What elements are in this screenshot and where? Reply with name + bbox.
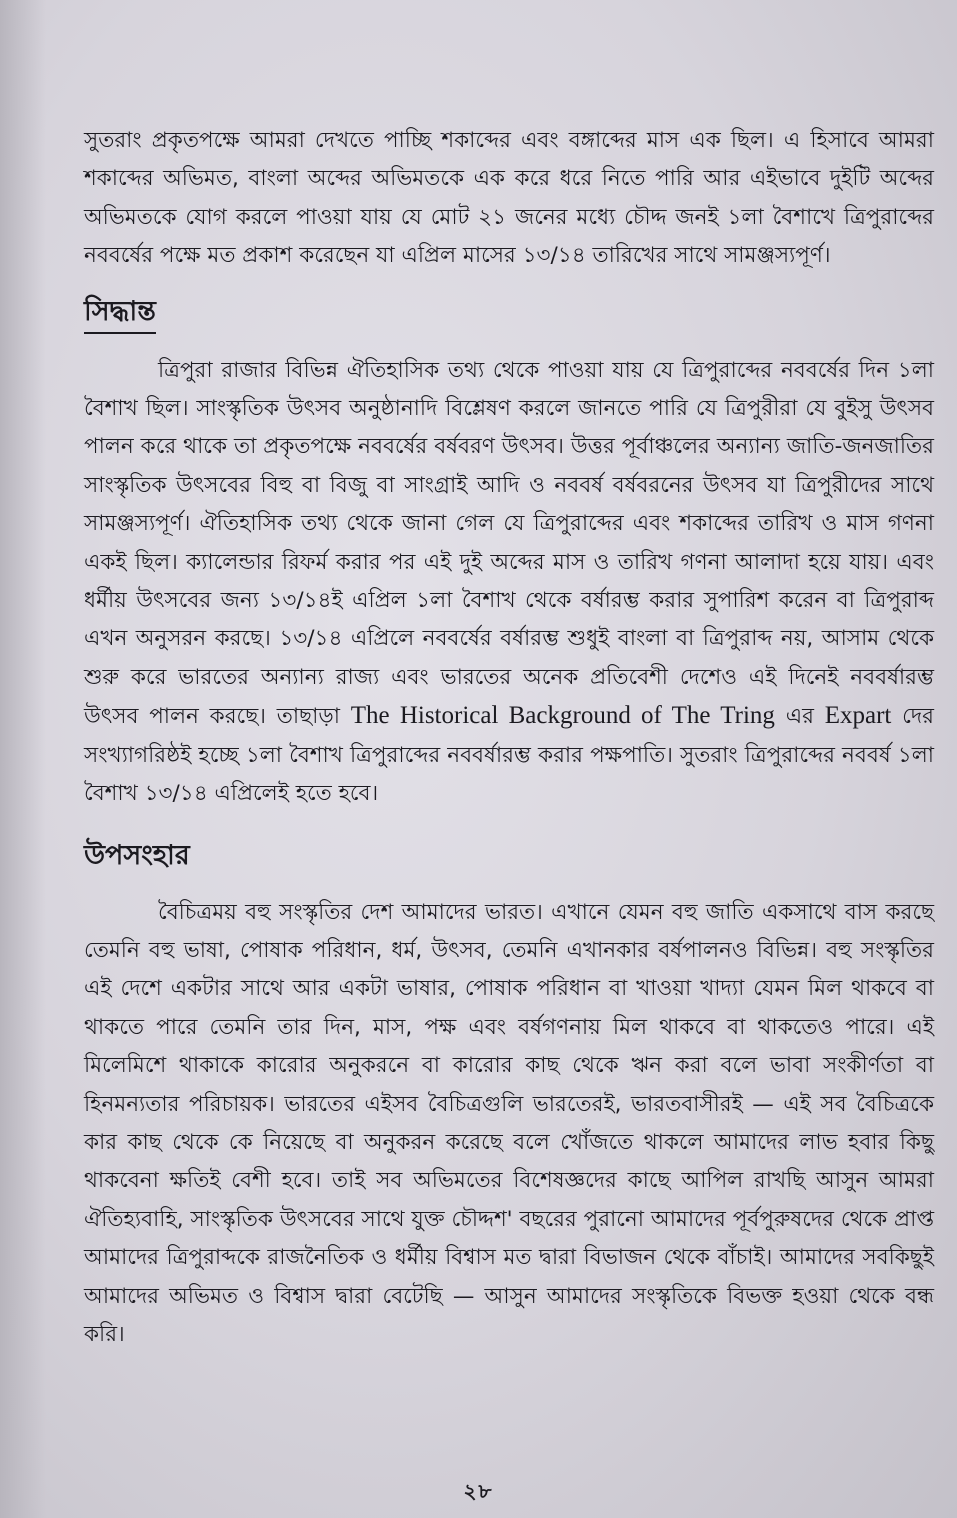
page-number: ২৮ [463, 1479, 494, 1503]
conclusion-heading: সিদ্ধান্ত [84, 292, 156, 334]
page-content [84, 122, 934, 1376]
epilogue-heading: উপসংহার [84, 839, 190, 871]
conclusion-heading-wrap [84, 292, 934, 342]
epilogue-paragraph: বৈচিত্রময় বহু সংস্কৃতির দেশ আমাদের ভারত। এখানে যেমন বহু জাতি একসাথে বাস করছে তেমনি বহু ভাষা, পোষাক পরিধান, ধর্ম, উৎসব, তেমনি এখানকার বর্ষপালনও বিভিন্ন। বহু সংস্কৃতির এই দেশে একটার সাথে আর একটা ভাষার, পোষাক পরিধান বা খাওয়া খাদ্যা যেমন মিল থাকবে বা থাকতে পারে তেমনি তার দিন, মাস, পক্ষ এবং বর্ষগণনায় মিল থাকবে বা থাকতেও পারে। এই মিলেমিশে থাকাকে কারোর অনুকরনে বা কারোর কাছ থেকে ঋন করা বলে ভাবা সংকীর্ণতা বা হিনমন্যতার পরিচায়ক। ভারতের এইসব বৈচিত্রগুলি ভারতেরই, ভারতবাসীরই — এই সব বৈচিত্রকে কার কাছ থেকে কে নিয়েছে বা অনুকরন করেছে বলে খোঁজতে থাকলে আমাদের লাভ হবার কিছু থাকবেনা ক্ষতিই বেশী হবে। তাই সব অভিমতের বিশেষজ্ঞদের কাছে আপিল রাখছি আসুন আমরা ঐতিহ্যবাহি, সাংস্কৃতিক উৎসবের সাথে যুক্ত চৌদ্দশ' বছরের পুরানো আমাদের পূর্বপুরুষদের থেকে প্রাপ্ত আমাদের ত্রিপুরাব্দকে রাজনৈতিক ও ধর্মীয় বিশ্বাস মত দ্বারা বিভাজন থেকে বাঁচাই। আমাদের সবকিছুই আমাদের অভিমত ও বিশ্বাস দ্বারা বেটেছি — আসুন আমাদের সংস্কৃতিকে বিভক্ত হওয়া থেকে বন্ধ করি। [84, 899, 934, 1347]
conclusion-text-start: ত্রিপুরা রাজার বিভিন্ন ঐতিহাসিক তথ্য থেকে পাওয়া যায় যে ত্রিপুরাব্দের নববর্ষের দিন ১লা বৈশাখ ছিল। সাংস্কৃতিক উৎসব অনুষ্ঠানাদি বিশ্লেষণ করলে জানতে পারি যে ত্রিপুরীরা যে বুইসু উৎসব পালন করে থাকে তা প্রকৃতপক্ষে নববর্ষের বর্ষবরণ উৎসব। উত্তর পূর্বাঞ্চলের অন্যান্য জাতি-জনজাতির সাংস্কৃতিক উৎসবের বিহু বা বিজু বা সাংগ্রাই আদি ও নববর্ষ বর্ষবরনের উৎসব যা ত্রিপুরীদের সাথে সামঞ্জস্যপূর্ণ। ঐতিহাসিক তথ্য থেকে জানা গেল যে ত্রিপুরাব্দের এবং শকাব্দের তারিখ ও মাস গণনা একই ছিল। ক্যালেন্ডার রিফর্ম করার পর এই দুই অব্দের মাস ও তারিখ গণনা আলাদা হয়ে যায়। এবং ধর্মীয় উৎসবের জন্য ১৩/১৪ই এপ্রিল ১লা বৈশাখ থেকে বর্ষারম্ভ করার সুপারিশ করেন বা ত্রিপুরাব্দ এখন অনুসরন করছে। ১৩/১৪ এপ্রিলে নববর্ষের বর্ষারম্ভ শুধুই বাংলা বা ত্রিপুরাব্দ নয়, আসাম থেকে শুরু করে ভারতের অন্যান্য রাজ্য এবং ভারতের অনেক প্রতিবেশী দেশেও এই দিনেই নববর্ষারম্ভ উৎসব পালন করছে। তাছাড়া [84, 357, 934, 730]
conclusion-text-between: এর [774, 704, 825, 730]
book-title-english: The Historical Background of The Tring [350, 702, 775, 730]
epilogue-heading-wrap [84, 836, 934, 884]
intro-paragraph: সুতরাং প্রকৃতপক্ষে আমরা দেখতে পাচ্ছি শকাব্দের এবং বঙ্গাব্দের মাস এক ছিল। এ হিসাবে আমরা শকাব্দের অভিমত, বাংলা অব্দের অভিমতকে এক করে ধরে নিতে পারি আর এইভাবে দুইটি অব্দের অভিমতকে যোগ করলে পাওয়া যায় যে মোট ২১ জনের মধ্যে চৌদ্দ জনই ১লা বৈশাখে ত্রিপুরাব্দের নববর্ষের পক্ষে মত প্রকাশ করেছেন যা এপ্রিল মাসের ১৩/১৪ তারিখের সাথে সামঞ্জস্যপূর্ণ। [84, 128, 934, 269]
conclusion-text-end: দের সংখ্যাগরিষ্ঠই হচ্ছে ১লা বৈশাখ ত্রিপুরাব্দের নববর্ষারম্ভ করার পক্ষপাতি। সুতরাং ত্রিপুরাব্দের নববর্ষ ১লা বৈশাখ ১৩/১৪ এপ্রিলেই হতে হবে। [84, 704, 934, 807]
expert-word-english: Expart [824, 702, 892, 730]
conclusion-paragraph [84, 352, 934, 814]
